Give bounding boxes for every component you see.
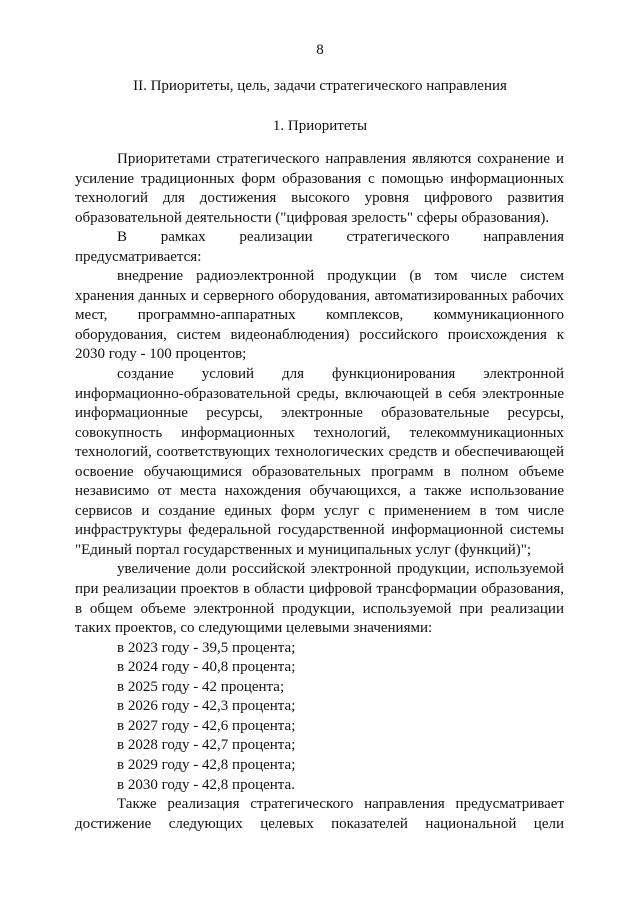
paragraph-russian-products-share: увеличение доли российской электронной продукции, используемой при реализации проектов в области цифровой трансформации образования, в общем объеме электронной продукции, используемой при реализации таких проектов, со следующими целевыми значениями: xyxy=(75,561,564,637)
subsection-heading: 1. Приоритеты xyxy=(272,118,368,134)
paragraph-priorities: Приоритетами стратегического направления являются сохранение и усиление традиционных форм образования с помощью информационных технологий для достижения высокого уровня цифрового развития образовательной деятельности ("цифровая зрелость" сферы образования). xyxy=(75,151,564,226)
page-number: 8 xyxy=(316,42,324,58)
paragraph-educational-environment: создание условий для функционирования электронной информационно-образовательной среды, включающей в себя электронные информационные ресурсы, электронные образовательные ресурсы, совокупность информационных технологий, телекоммуникационных технологий, соответствующих технологических средств и обеспечивающей освоение обучающимися образовательных программ в полном объеме независимо от места нахождения обучающихся, а также использование сервисов и создание единых форм услуг с применением в том числе инфраструктуры федеральной государственной информационной системы "Единый портал государственных и муниципальных услуг (функций)"; xyxy=(75,366,564,558)
paragraph-national-goal: Также реализация стратегического направления предусматривает достижение следующих целевых показателей национальной цели xyxy=(75,796,564,832)
target-value-2029: в 2029 году - 42,8 процента; xyxy=(117,756,296,773)
paragraph-provisions-intro: В рамках реализации стратегического направления предусматривается: xyxy=(75,229,564,265)
target-value-2023: в 2023 году - 39,5 процента; xyxy=(117,639,296,656)
document-body xyxy=(75,150,564,834)
target-value-2025: в 2025 году - 42 процента; xyxy=(117,678,285,695)
target-value-2024: в 2024 году - 40,8 процента; xyxy=(117,659,296,676)
target-value-2026: в 2026 году - 42,3 процента; xyxy=(117,698,296,715)
section-heading: II. Приоритеты, цель, задачи стратегического направления xyxy=(133,78,507,94)
target-value-2027: в 2027 году - 42,6 процента; xyxy=(117,717,296,734)
target-value-2030: в 2030 году - 42,8 процента. xyxy=(117,776,295,793)
target-value-2028: в 2028 году - 42,7 процента; xyxy=(117,737,296,754)
paragraph-radioelectronics: внедрение радиоэлектронной продукции (в том числе систем хранения данных и серверного оборудования, автоматизированных рабочих мест, программно-аппаратных комплексов, коммуникационного оборудования, систем видеонаблюдения) российского происхождения к 2030 году - 100 процентов; xyxy=(75,268,564,363)
